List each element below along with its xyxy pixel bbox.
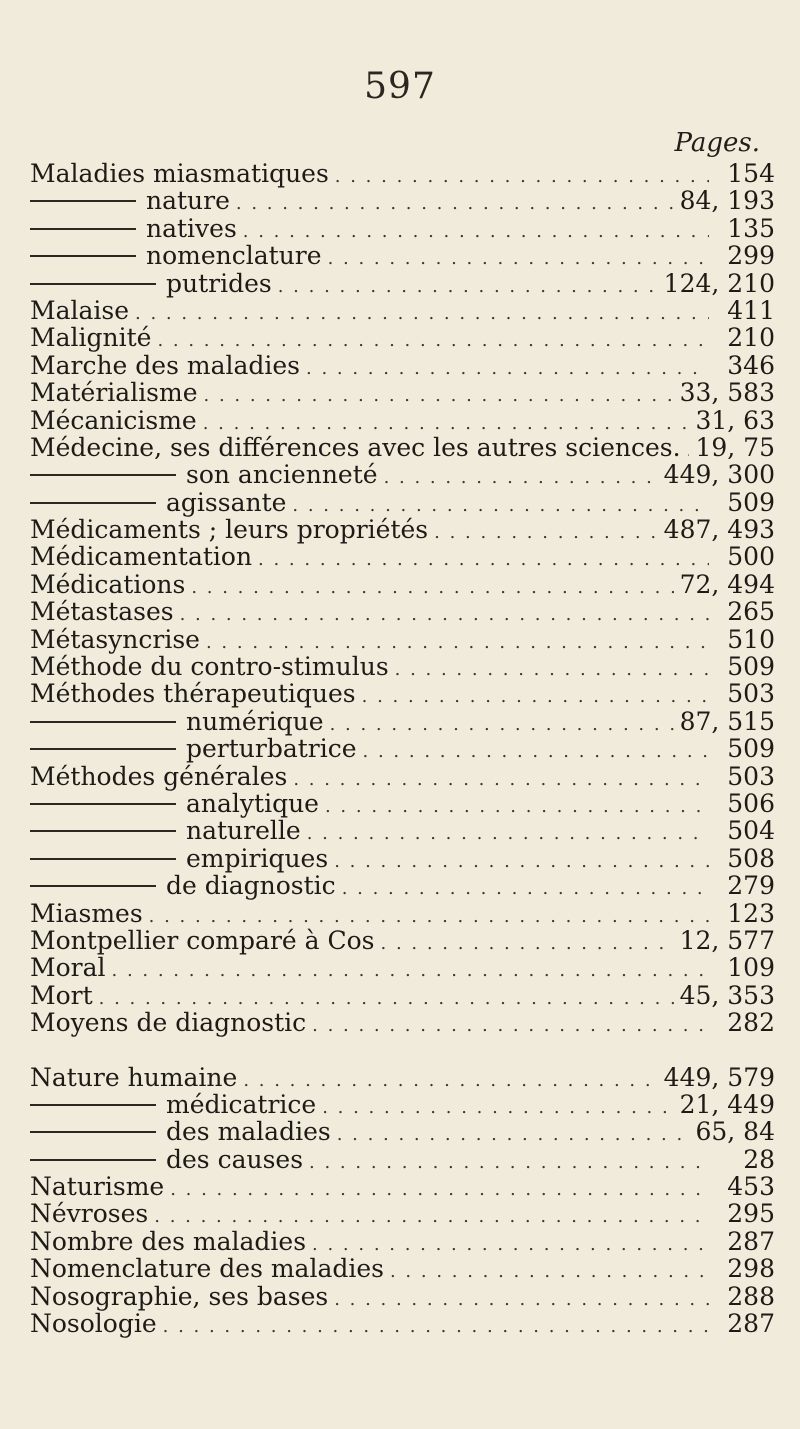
entry-pages: 154	[727, 159, 775, 188]
entry-pages: 506	[727, 788, 775, 818]
entry-pages: 508	[727, 843, 775, 873]
entry-term: médicatrice	[166, 1089, 317, 1119]
dot-leader	[306, 355, 709, 382]
entry-term: des maladies	[166, 1117, 331, 1147]
entry-pages: 28	[743, 1144, 775, 1174]
dot-leader	[278, 273, 658, 300]
entry-term: Marche des maladies	[30, 350, 301, 380]
entry-pages: 287	[727, 1226, 775, 1256]
dot-leader	[312, 1012, 709, 1039]
dot-leader	[384, 464, 658, 491]
entry-term: Nature humaine	[30, 1062, 238, 1092]
index-entry	[30, 434, 775, 461]
index-entry	[30, 1064, 775, 1091]
index-entry	[30, 516, 775, 543]
entry-pages: 288	[727, 1281, 775, 1311]
entry-pages: 453	[727, 1172, 775, 1202]
entry-pages: 72, 494	[679, 569, 775, 599]
entry-term: Naturisme	[30, 1172, 165, 1202]
dot-leader	[258, 546, 709, 573]
dot-leader	[309, 1149, 709, 1176]
entry-pages: 33, 583	[679, 378, 775, 408]
entry-term: de diagnostic	[166, 871, 336, 901]
entry-pages: 500	[727, 542, 775, 572]
ditto-dash	[30, 885, 156, 887]
index-entry	[30, 708, 775, 735]
entry-term: Mort	[30, 980, 93, 1010]
entry-pages: 287	[727, 1309, 775, 1339]
index-entry	[30, 407, 775, 434]
entry-term: agissante	[166, 487, 287, 517]
entry-term: des causes	[166, 1144, 304, 1174]
entry-term: Malaise	[30, 295, 130, 325]
dot-leader	[335, 163, 709, 190]
index-entry	[30, 763, 775, 790]
index-entry	[30, 1200, 775, 1227]
index-entry	[30, 242, 775, 269]
entry-term: Méthode du contro-stimulus	[30, 652, 389, 682]
index-entry	[30, 187, 775, 214]
entry-term: analytique	[186, 788, 319, 818]
dot-leader	[135, 300, 709, 327]
dot-leader	[293, 766, 709, 793]
entry-pages: 509	[727, 487, 775, 517]
index-entry	[30, 598, 775, 625]
entry-term: Médicamentation	[30, 542, 253, 572]
entry-term: Moyens de diagnostic	[30, 1008, 307, 1038]
index-entry	[30, 626, 775, 653]
index-entry	[30, 817, 775, 844]
entry-term: Métasyncrise	[30, 624, 200, 654]
ditto-dash	[30, 200, 136, 202]
index-entry	[30, 1283, 775, 1310]
entry-term: Montpellier comparé à Cos	[30, 925, 375, 955]
entry-pages: 509	[727, 652, 775, 682]
entry-term: Matérialisme	[30, 378, 198, 408]
index-entry	[30, 489, 775, 516]
entry-pages: 299	[727, 241, 775, 271]
entry-term: Méthodes générales	[30, 761, 288, 791]
entry-pages: 503	[727, 679, 775, 709]
index-entry	[30, 461, 775, 488]
dot-leader	[307, 820, 709, 847]
entry-term: son ancienneté	[186, 460, 378, 490]
index-entry	[30, 215, 775, 242]
index-entry	[30, 680, 775, 707]
index-entry	[30, 352, 775, 379]
entry-term: putrides	[166, 268, 272, 298]
entry-term: Mécanicisme	[30, 405, 197, 435]
dot-leader	[330, 711, 674, 738]
index-entry	[30, 1255, 775, 1282]
entry-term: numérique	[186, 706, 324, 736]
index-entry	[30, 1228, 775, 1255]
dot-leader	[191, 574, 673, 601]
index-entry	[30, 1146, 775, 1173]
index-entry	[30, 1173, 775, 1200]
dot-leader	[325, 793, 709, 820]
index-entry	[30, 571, 775, 598]
entry-pages: 123	[727, 898, 775, 928]
entry-term: Névroses	[30, 1199, 149, 1229]
entry-term: natives	[146, 213, 237, 243]
ditto-dash	[30, 474, 176, 476]
pages-column-header: Pages.	[674, 128, 760, 158]
index-entry	[30, 872, 775, 899]
index-entry	[30, 160, 775, 187]
index-entry	[30, 653, 775, 680]
entry-pages: 411	[727, 295, 775, 325]
ditto-dash	[30, 858, 176, 860]
index-entry	[30, 270, 775, 297]
entry-term: empiriques	[186, 843, 329, 873]
index-entry	[30, 735, 775, 762]
entry-pages: 135	[727, 213, 775, 243]
ditto-dash	[30, 721, 176, 723]
entry-pages: 109	[727, 953, 775, 983]
page-number: 597	[364, 66, 436, 107]
ditto-dash	[30, 1159, 156, 1161]
index-entry	[30, 379, 775, 406]
entry-pages: 487, 493	[663, 515, 775, 545]
entry-term: Nosologie	[30, 1309, 157, 1339]
entry-term: Médecine, ses différences avec les autres sciences.	[30, 432, 681, 462]
entry-term: Méthodes thérapeutiques	[30, 679, 356, 709]
dot-leader	[170, 1176, 709, 1203]
entry-term: Métastases	[30, 597, 174, 627]
entry-term: Maladies miasmatiques	[30, 159, 329, 188]
ditto-dash	[30, 748, 176, 750]
entry-term: Médications	[30, 569, 186, 599]
index-entry	[30, 1091, 775, 1118]
index-entry	[30, 297, 775, 324]
index-entry	[30, 900, 775, 927]
entry-pages: 509	[727, 734, 775, 764]
dot-leader	[434, 519, 658, 546]
entry-term: Nosographie, ses bases	[30, 1281, 329, 1311]
entry-pages: 31, 63	[695, 405, 775, 435]
index-entry	[30, 543, 775, 570]
index-list	[30, 160, 775, 1337]
index-entry	[30, 790, 775, 817]
dot-leader	[362, 683, 709, 710]
entry-term: perturbatrice	[186, 734, 357, 764]
index-entry	[30, 1118, 775, 1145]
entry-term: Malignité	[30, 323, 152, 353]
dot-leader	[163, 1313, 709, 1340]
entry-pages: 87, 515	[679, 706, 775, 736]
index-entry	[30, 982, 775, 1009]
entry-pages: 449, 579	[663, 1062, 775, 1092]
entry-pages: 19, 75	[695, 432, 775, 462]
entry-pages: 503	[727, 761, 775, 791]
index-entry	[30, 1009, 775, 1036]
entry-pages: 346	[727, 350, 775, 380]
entry-pages: 282	[727, 1008, 775, 1038]
entry-pages: 449, 300	[663, 460, 775, 490]
index-entry	[30, 324, 775, 351]
entry-term: Médicaments ; leurs propriétés	[30, 515, 429, 545]
ditto-dash	[30, 502, 156, 504]
index-entry	[30, 1310, 775, 1337]
dot-leader	[334, 1286, 709, 1313]
ditto-dash	[30, 1131, 156, 1133]
dot-leader	[322, 1094, 673, 1121]
entry-term: Nombre des maladies	[30, 1226, 307, 1256]
entry-pages: 124, 210	[663, 268, 775, 298]
entry-term: nature	[146, 186, 230, 216]
entry-term: naturelle	[186, 816, 301, 846]
entry-pages: 265	[727, 597, 775, 627]
entry-pages: 298	[727, 1254, 775, 1284]
entry-pages: 504	[727, 816, 775, 846]
entry-pages: 210	[727, 323, 775, 353]
dot-leader	[112, 957, 709, 984]
index-entry	[30, 954, 775, 981]
dot-leader	[334, 848, 709, 875]
dot-leader	[328, 245, 709, 272]
entry-pages: 510	[727, 624, 775, 654]
dot-leader	[363, 738, 709, 765]
dot-leader	[236, 190, 674, 217]
entry-pages: 65, 84	[695, 1117, 775, 1147]
entry-pages: 45, 353	[679, 980, 775, 1010]
dot-leader	[342, 875, 709, 902]
entry-term: Miasmes	[30, 898, 143, 928]
ditto-dash	[30, 830, 176, 832]
dot-leader	[204, 382, 674, 409]
entry-term: Nomenclature des maladies	[30, 1254, 384, 1284]
index-entry	[30, 927, 775, 954]
index-entry	[30, 845, 775, 872]
entry-term: Moral	[30, 953, 106, 983]
entry-pages: 12, 577	[679, 925, 775, 955]
entry-term: nomenclature	[146, 241, 322, 271]
entry-pages: 279	[727, 871, 775, 901]
dot-leader	[180, 601, 709, 628]
ditto-dash	[30, 803, 176, 805]
ditto-dash	[30, 228, 136, 230]
entry-pages: 21, 449	[679, 1089, 775, 1119]
dot-leader	[337, 1121, 690, 1148]
ditto-dash	[30, 283, 156, 285]
ditto-dash	[30, 1104, 156, 1106]
dot-leader	[390, 1258, 709, 1285]
ditto-dash	[30, 255, 136, 257]
dot-leader	[395, 656, 709, 683]
entry-pages: 84, 193	[679, 186, 775, 216]
dot-leader	[381, 930, 674, 957]
entry-pages: 295	[727, 1199, 775, 1229]
